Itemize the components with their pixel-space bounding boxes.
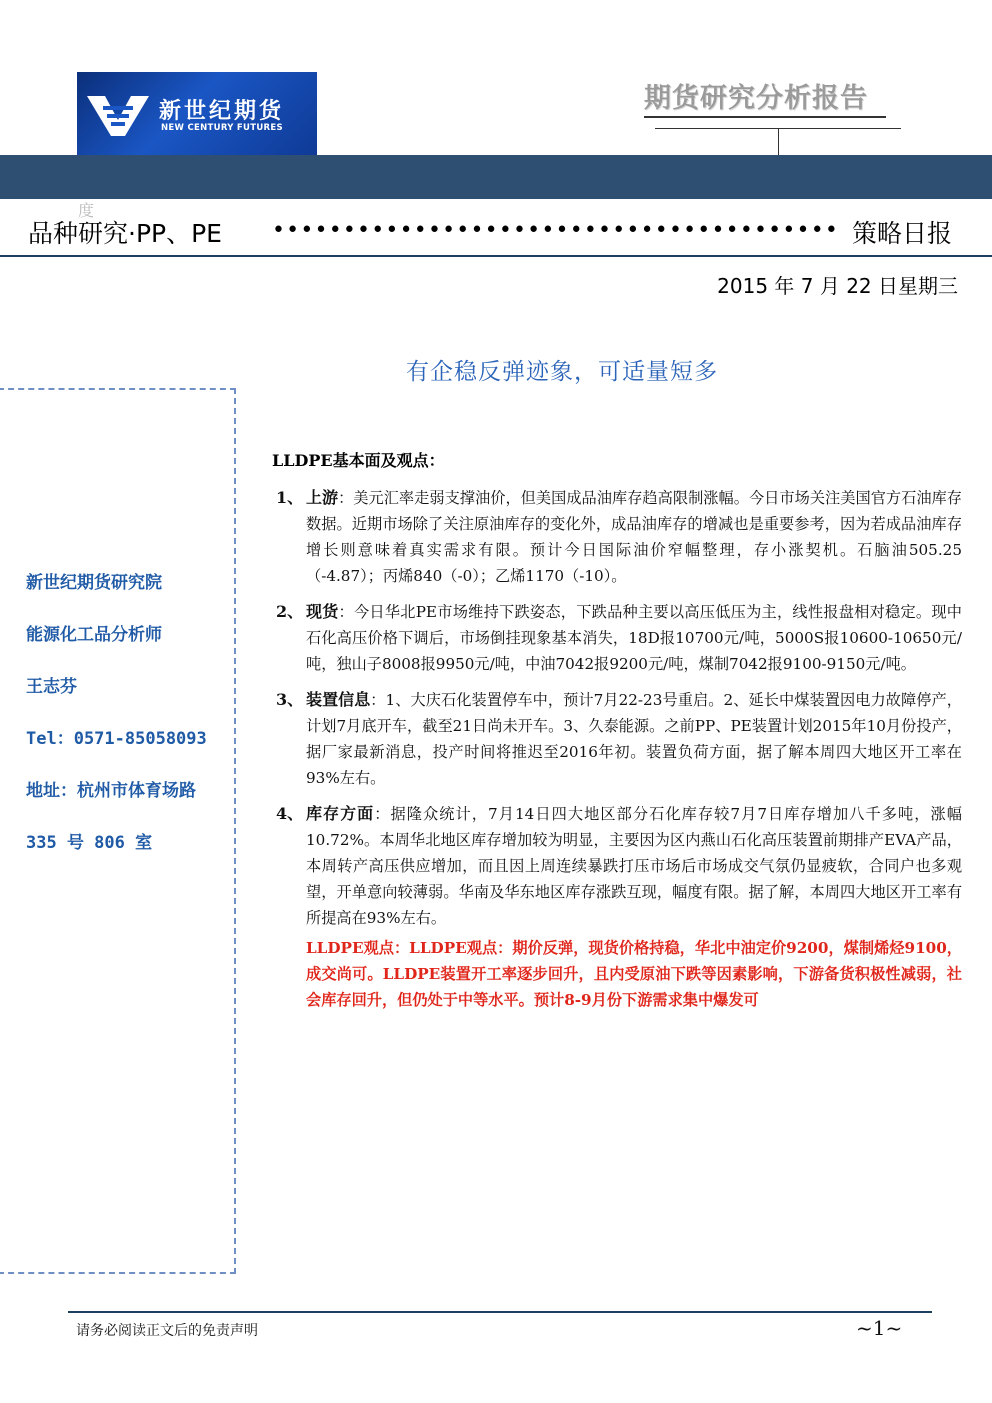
sidebar-analyst-name: 王志芬 <box>26 677 77 697</box>
sidebar-institute: 新世纪期货研究院 <box>26 573 162 593</box>
list-item <box>272 485 962 589</box>
item-lead: 库存方面 <box>306 804 375 823</box>
item-number: 2、 <box>276 602 304 621</box>
item-lead: 装置信息 <box>306 690 371 709</box>
item-text <box>306 687 962 791</box>
dot-leader: •••••••••••••••••••••••••••••••••••••••• <box>272 218 840 243</box>
sidebar-address-room: 335 号 806 室 <box>26 833 153 853</box>
sidebar-role: 能源化工品分析师 <box>26 625 162 645</box>
item-body: ：据隆众统计，7月14日四大地区部分石化库存较7月7日库存增加八千多吨，涨幅10.72%。本周华北地区库存增加较为明显，主要因为区内燕山石化高压装置前期排产EVA产品，本周转产高压供应增加，而且因上周连续暴跌打压市场后市场成交气氛仍显疲软，合同户也多观望，开单意向较薄弱。华南及华东地区库存涨跌互现，幅度有限。据了解，本周四大地区开工率有所提高在93%左右。 <box>306 805 962 927</box>
item-body: ：1、大庆石化装置停车中，预计7月22-23号重启。2、延长中煤装置因电力故障停产，计划7月底开车，截至21日尚未开车。3、久泰能源。之前PP、PE装置计划2015年10月份投产，据厂家最新消息，投产时间将推迟至2016年初。装置负荷方面，据了解本周四大地区开工率在93%左右。 <box>306 691 962 787</box>
report-type: 策略日报 <box>852 219 953 248</box>
item-text <box>306 485 962 589</box>
logo-mark-icon <box>85 90 151 138</box>
category-title: 品种研究·PP、PE <box>28 219 222 248</box>
list-item <box>272 801 962 931</box>
lldpe-view: LLDPE观点：LLDPE观点：期价反弹，现货价格持稳，华北中油定价9200，煤制烯烃9100，成交尚可。LLDPE装置开工率逐步回升，且内受原油下跌等因素影响，下游备货积极性减弱，社会库存回升，但仍处于中等水平。预计8-9月份下游需求集中爆发可 <box>306 939 962 1009</box>
footer-divider <box>68 1311 932 1313</box>
header-band <box>0 155 992 199</box>
header-divider <box>778 129 779 155</box>
logo-english-name: NEW CENTURY FUTURES <box>161 123 283 133</box>
analyst-sidebar <box>0 388 236 1274</box>
report-series-title: 期货研究分析报告 <box>644 83 868 114</box>
ghost-character: 度 <box>78 201 95 220</box>
company-logo <box>77 72 317 156</box>
item-number: 3、 <box>276 690 304 709</box>
item-lead: 上游 <box>306 488 339 507</box>
report-date: 2015 年 7 月 22 日星期三 <box>717 274 958 298</box>
title-underline <box>644 116 886 118</box>
item-number: 4、 <box>276 804 304 823</box>
section-title: LLDPE基本面及观点： <box>272 451 445 470</box>
headline: 有企稳反弹迹象，可适量短多 <box>406 359 718 385</box>
sidebar-address: 地址：杭州市体育场路 <box>26 781 196 801</box>
footer-disclaimer: 请务必阅读正文后的免责声明 <box>76 1323 258 1339</box>
item-lead: 现货 <box>306 602 339 621</box>
item-body: ：美元汇率走弱支撑油价，但美国成品油库存趋高限制涨幅。今日市场关注美国官方石油库存数据。近期市场除了关注原油库存的变化外，成品油库存的增减也是重要参考，因为若成品油库存增长则意味着真实需求有限。预计今日国际油价窄幅整理，存小涨契机。石脑油505.25（-4.87）；丙烯840（-0）；乙烯1170（-10）。 <box>306 489 962 585</box>
sidebar-phone: Tel：0571-85058093 <box>26 729 207 749</box>
list-item <box>272 599 962 677</box>
logo-chinese-name: 新世纪期货 <box>159 98 285 124</box>
list-item <box>272 687 962 791</box>
page-number: ~1~ <box>856 1316 903 1340</box>
item-text <box>306 801 962 931</box>
item-text <box>306 599 962 677</box>
item-body: ：今日华北PE市场维持下跌姿态，下跌品种主要以高压低压为主，线性报盘相对稳定。现中石化高压价格下调后，市场倒挂现象基本消失，18D报10700元/吨，5000S报10600-10650元/吨，独山子8008报9950元/吨，中油7042报9200元/吨，煤制7042报9100-9150元/吨。 <box>306 603 962 673</box>
report-body <box>272 448 962 1013</box>
category-divider <box>0 255 992 257</box>
item-number: 1、 <box>276 488 304 507</box>
